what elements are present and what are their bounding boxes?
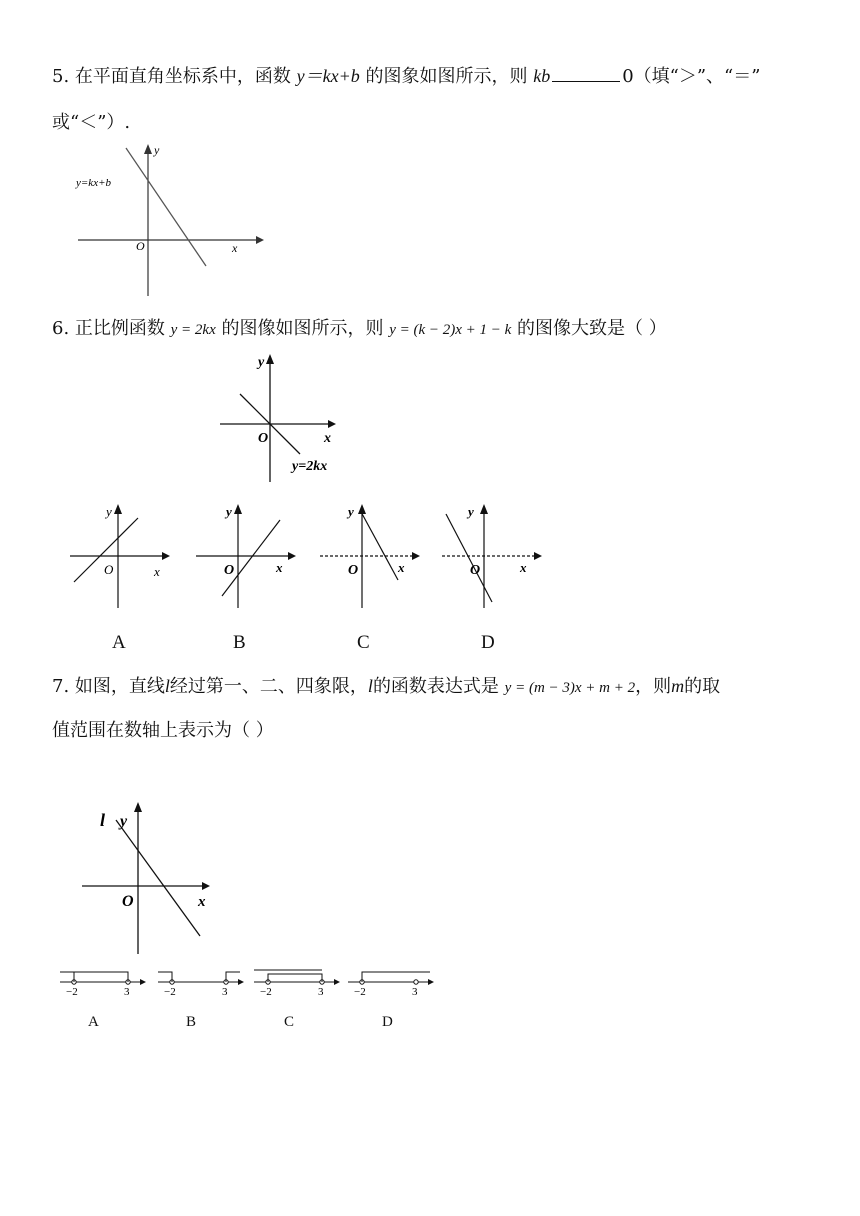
q7-main-graph [82,796,242,956]
q6-option-b-graph [194,500,304,610]
q7-a-right: 3 [124,986,130,998]
q6-origin: O [258,431,269,446]
q6-a-x-label: x [154,564,160,579]
q7-b-left: −2 [164,986,176,998]
q7-option-c-numberline [252,966,344,996]
q6-option-d-graph [440,500,550,610]
q7-line1: 7. 如图，直线l经过第一、二、四象限，l的函数表达式是 y = (m − 3)x + m + 2，则m的取 [52,676,721,697]
q6-c-x-label: x [398,560,405,575]
q5-x-label: x [232,241,238,255]
q7-line2: 值范围在数轴上表示为（ ） [52,720,274,741]
q6-option-b-label[interactable]: B [233,632,246,653]
q6-d-y-label: y [468,504,474,519]
q5-line2: 或“＜”）. [52,112,131,133]
q7-formula: y = (m − 3)x + m + 2 [504,680,636,696]
q7-a-left: −2 [66,986,78,998]
answer-blank[interactable] [552,65,620,82]
q7-y-label: y [120,813,128,830]
q5-origin: O [136,239,145,253]
q6-b-x-label: x [276,560,283,575]
q7-x-label: x [198,894,206,910]
q7-d-left: −2 [354,986,366,998]
q6-option-c-graph [318,500,428,610]
q7-option-c-label[interactable]: C [284,1014,295,1030]
q6-a-y-label: y [106,504,112,519]
q7-option-b-label[interactable]: B [186,1014,197,1030]
q7-c-right: 3 [318,986,324,998]
q6-x-label: x [324,431,331,446]
q5-y-label: y [154,143,160,157]
q6-f2: y = (k − 2)x + 1 − k [389,322,512,338]
q7-option-a-label[interactable]: A [88,1014,99,1030]
q7-option-d-label[interactable]: D [382,1014,393,1030]
q5-line-label: y=kx+b [76,177,111,189]
q7-option-b-numberline [156,966,248,996]
q5-kb: kb [533,66,551,86]
q6-y-label: y [258,355,265,370]
q6-option-a-graph [68,500,178,610]
q5-line1: 5. 在平面直角坐标系中，函数 y＝kx+b 的图象如图所示，则 kb 0（填“＞”、“＝” [52,66,761,87]
q6-line-label: y=2kx [292,459,328,474]
q6-option-c-label[interactable]: C [357,632,370,653]
q7-d-right: 3 [412,986,418,998]
q5-graph [60,140,280,300]
q5-formula: y＝kx+b [296,66,360,86]
q6-line1: 6. 正比例函数 y = 2kx 的图像如图所示，则 y = (k − 2)x + 1 − k 的图像大致是（ ） [52,318,667,339]
q7-origin: O [122,893,134,910]
q6-c-y-label: y [348,504,354,519]
q7-b-right: 3 [222,986,228,998]
q7-line-label: l [100,810,106,830]
q6-f1: y = 2kx [170,322,216,338]
q7-option-d-numberline [346,966,438,996]
q6-main-graph [218,350,368,485]
q6-d-origin: O [470,563,481,578]
q6-c-origin: O [348,563,359,578]
q6-a-origin: O [104,562,114,577]
q7-option-a-numberline [58,966,150,996]
q6-b-origin: O [224,563,235,578]
q6-b-y-label: y [226,504,232,519]
q6-option-a-label[interactable]: A [112,632,126,653]
q7-c-left: −2 [260,986,272,998]
q6-option-d-label[interactable]: D [481,632,495,653]
q6-d-x-label: x [520,560,527,575]
